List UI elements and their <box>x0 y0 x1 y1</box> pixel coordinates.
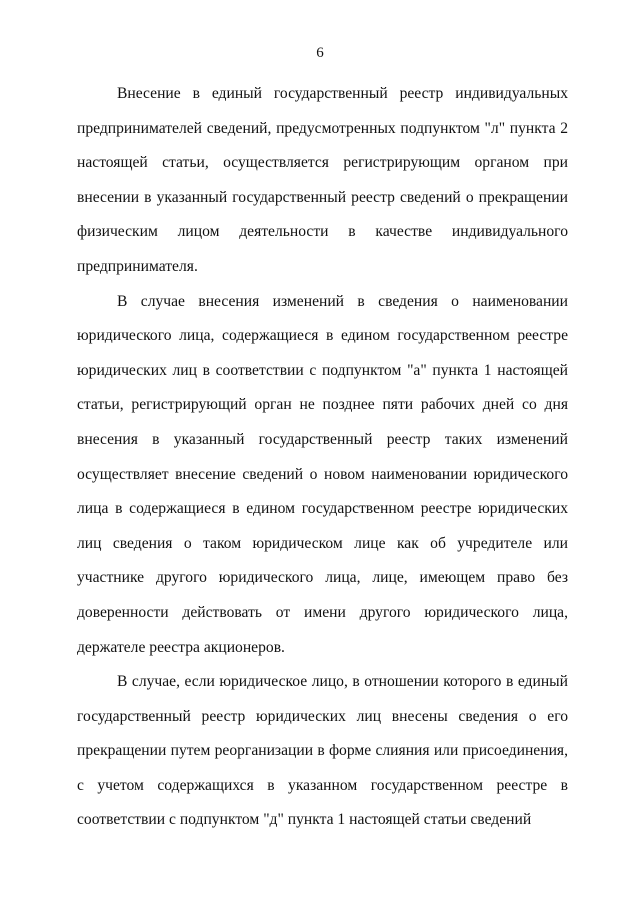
document-body <box>77 77 568 838</box>
page-number: 6 <box>316 45 324 61</box>
paragraph-3: В случае, если юридическое лицо, в отношении которого в единый государственный реестр юридических лиц внесены сведения о его прекращении путем реорганизации в форме слияния или присоединения, с учетом содержащихся в указанном государственном реестре в соответствии с подпунктом "д" пункта 1 настоящей статьи сведений <box>77 673 568 829</box>
paragraph-1: Внесение в единый государственный реестр индивидуальных предпринимателей сведений, предусмотренных подпунктом "л" пункта 2 настоящей статьи, осуществляется регистрирующим органом при внесении в указанный государственный реестр сведений о прекращении физическим лицом деятельности в качестве индивидуального предпринимателя. <box>77 85 568 275</box>
paragraph-2: В случае внесения изменений в сведения о наименовании юридического лица, содержащиеся в едином государственном реестре юридических лиц в соответствии с подпунктом "а" пункта 1 настоящей статьи, регистрирующий орган не позднее пяти рабочих дней со дня внесения в указанный государственный реестр таких изменений осуществляет внесение сведений о новом наименовании юридического лица в содержащиеся в едином государственном реестре юридических лиц сведения о таком юридическом лице как об учредителе или участнике другого юридического лица, лице, имеющем право без доверенности действовать от имени другого юридического лица, держателе реестра акционеров. <box>77 292 568 656</box>
